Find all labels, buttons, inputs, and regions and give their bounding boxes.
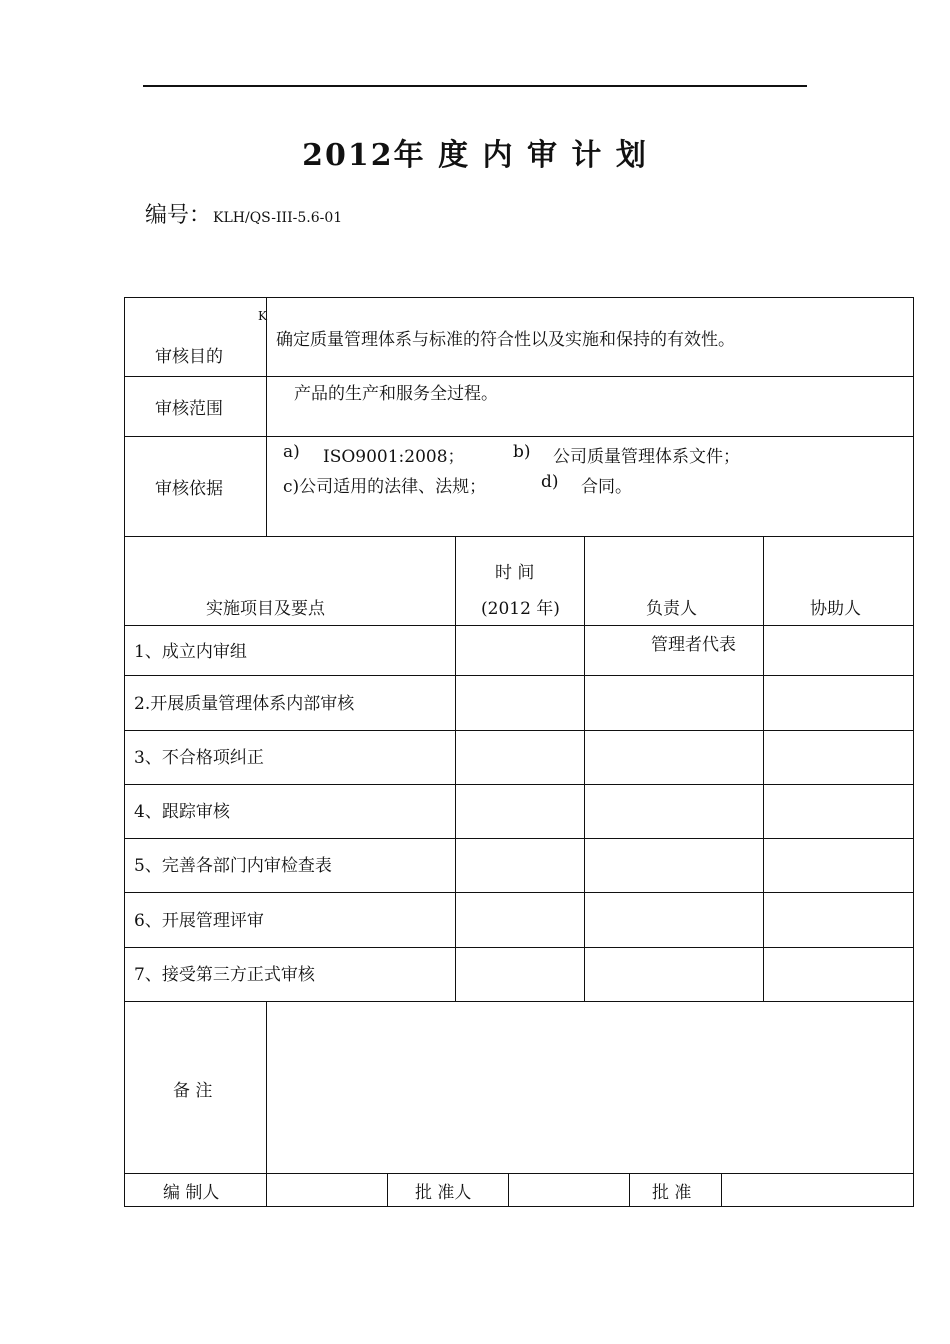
col-divider xyxy=(629,1173,630,1206)
col-header-time-year: (2012 年) xyxy=(481,599,560,619)
table-row-item: 2.开展质量管理体系内部审核 xyxy=(134,694,355,714)
table-row-item: 3、不合格项纠正 xyxy=(134,748,264,768)
col-divider xyxy=(721,1173,722,1206)
purpose-value: 确定质量管理体系与标准的符合性以及实施和保持的有效性。 xyxy=(276,330,735,350)
table-row-item: 5、完善各部门内审检查表 xyxy=(134,856,332,876)
row-divider xyxy=(125,1001,913,1002)
col-divider xyxy=(266,1001,267,1206)
approve-label: 批 准 xyxy=(652,1183,692,1203)
row-divider xyxy=(125,625,913,626)
table-row-item: 7、接受第三方正式审核 xyxy=(134,965,315,985)
approver-label: 批 准人 xyxy=(415,1183,472,1203)
col-header-time: 时 间 xyxy=(495,563,535,583)
purpose-marker: K xyxy=(258,309,267,323)
doc-no-label: 编号： xyxy=(145,203,212,228)
purpose-label: 审核目的 xyxy=(155,347,223,367)
col-divider xyxy=(455,536,456,1001)
basis-item: 公司质量管理体系文件； xyxy=(553,447,740,467)
row-divider xyxy=(125,784,913,785)
basis-item: c)公司适用的法律、法规； xyxy=(283,477,487,497)
remarks-label: 备 注 xyxy=(173,1081,213,1101)
table-row-owner: 管理者代表 xyxy=(651,635,736,655)
page-title: 2012年 度 内 审 计 划 xyxy=(302,138,648,173)
col-divider xyxy=(387,1173,388,1206)
row-divider xyxy=(125,436,913,437)
basis-item: ISO9001:2008； xyxy=(323,447,465,467)
table-row-item: 1、成立内审组 xyxy=(134,642,247,662)
doc-no-value: KLH/QS-III-5.6-01 xyxy=(213,210,343,226)
basis-item: b) xyxy=(513,442,531,462)
row-divider xyxy=(125,536,913,537)
row-divider xyxy=(125,376,913,377)
row-divider xyxy=(125,838,913,839)
audit-plan-table xyxy=(124,297,914,1207)
row-divider xyxy=(125,1173,913,1174)
basis-item: a) xyxy=(283,442,300,462)
row-divider xyxy=(125,892,913,893)
basis-item: d) xyxy=(541,472,559,492)
col-divider xyxy=(508,1173,509,1206)
row-divider xyxy=(125,675,913,676)
scope-value: 产品的生产和服务全过程。 xyxy=(294,384,498,404)
preparer-label: 编 制人 xyxy=(163,1183,220,1203)
table-row-item: 4、跟踪审核 xyxy=(134,802,230,822)
header-rule xyxy=(143,85,807,87)
document-number xyxy=(145,198,342,229)
basis-label: 审核依据 xyxy=(155,479,223,499)
table-row-item: 6、开展管理评审 xyxy=(134,911,264,931)
row-divider xyxy=(125,730,913,731)
col-divider xyxy=(584,536,585,1001)
scope-label: 审核范围 xyxy=(155,399,223,419)
row-divider xyxy=(125,947,913,948)
col-header-assistant: 协助人 xyxy=(810,599,861,619)
col-header-item: 实施项目及要点 xyxy=(206,599,325,619)
col-divider xyxy=(763,536,764,1001)
basis-item: 合同。 xyxy=(581,477,632,497)
col-header-owner: 负责人 xyxy=(646,599,697,619)
col-divider xyxy=(266,298,267,536)
